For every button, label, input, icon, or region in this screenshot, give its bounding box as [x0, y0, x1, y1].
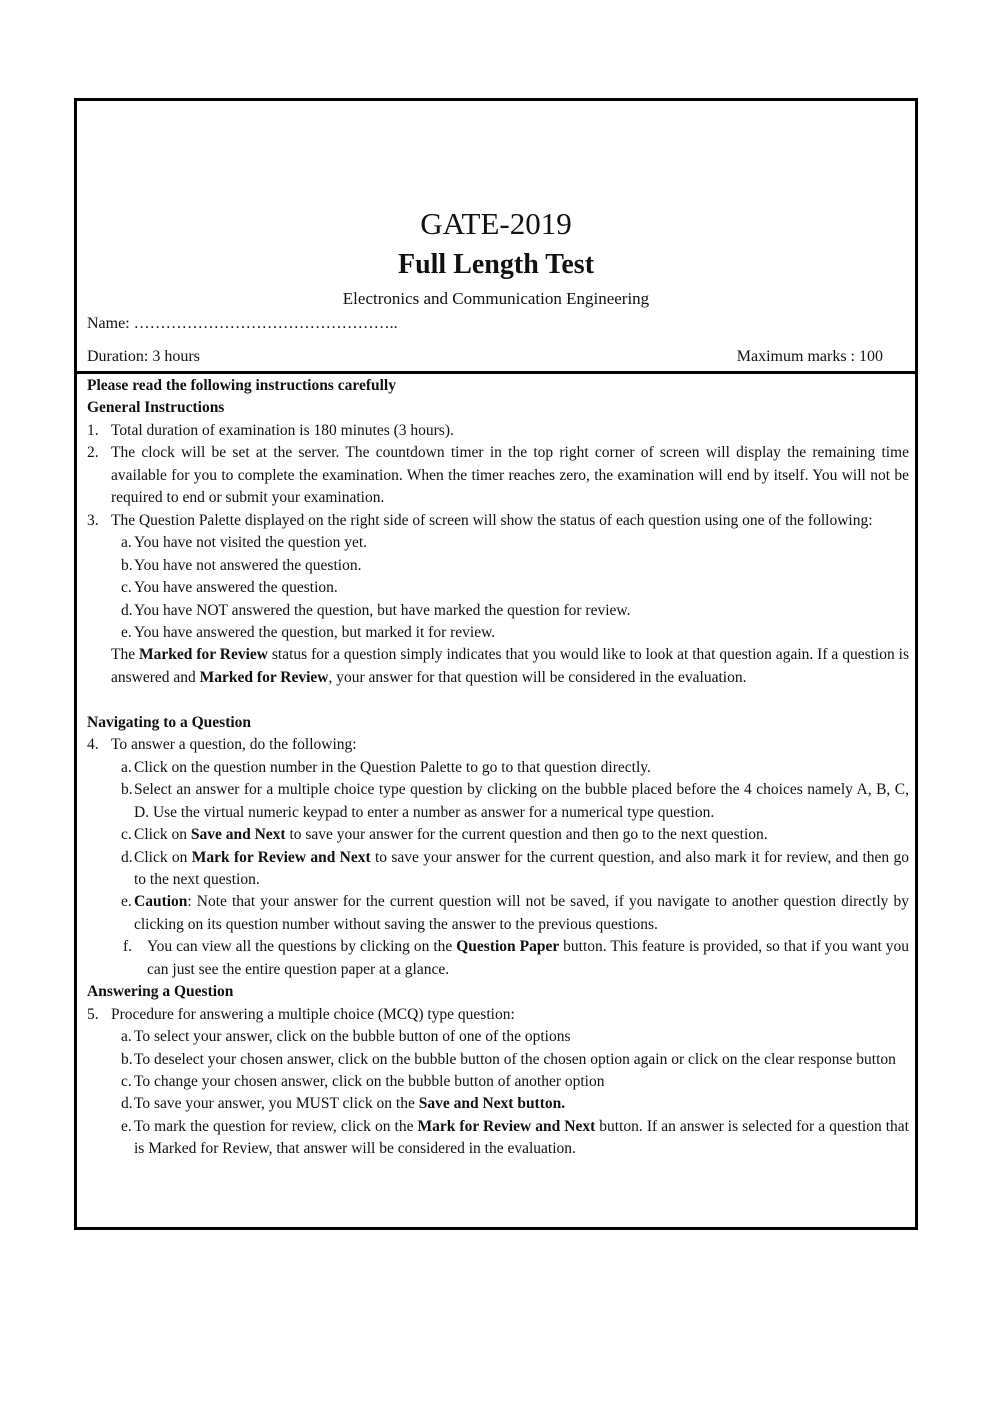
exam-title: GATE-2019: [420, 206, 572, 241]
bold-text: Marked for Review: [199, 668, 329, 686]
sub-item: [87, 1093, 909, 1115]
sub-item-letter: d.: [121, 848, 133, 866]
text-segment: to save your answer for the current question and then go to the next question.: [285, 826, 768, 844]
sub-item-letter: c.: [121, 579, 132, 597]
text-segment: The Question Palette displayed on the right side of screen will show the status of each question using one of the following:: [111, 511, 873, 529]
item-number: 3.: [87, 511, 99, 529]
item-number: 1.: [87, 421, 99, 439]
text-segment: To save your answer, you MUST click on the: [134, 1095, 419, 1113]
text-segment: Select an answer for a multiple choice type question by clicking on the bubble placed before the 4 choices namely A, B, C, D. Use the virtual numeric keypad to enter a number as answer for a numerical type question.: [134, 781, 909, 821]
text-segment: You have not answered the question.: [134, 556, 362, 574]
text-segment: button. This feature is provided, so that if you want you can just see the entire question paper at a glance.: [147, 938, 909, 978]
text-segment: , your answer for that question will be considered in the evaluation.: [328, 668, 747, 686]
sub-item-letter: e.: [121, 893, 132, 911]
bold-text: Marked for Review: [139, 646, 268, 664]
bold-text: Save and Next button.: [418, 1095, 566, 1113]
sub-item: [87, 1026, 909, 1048]
sub-item: [87, 555, 909, 577]
sub-item: [87, 532, 909, 554]
spacer: [87, 689, 909, 711]
section-heading: Navigating to a Question: [87, 713, 252, 731]
sub-item: [87, 600, 909, 622]
bold-text: Mark for Review and Next: [191, 848, 371, 866]
bold-text: Question Paper: [456, 938, 560, 956]
sub-item-letter: f.: [123, 938, 133, 956]
sub-item-letter: d.: [121, 1095, 133, 1113]
sub-item-letter: a.: [121, 534, 132, 552]
duration-label: Duration: 3 hours: [87, 348, 200, 365]
item-number: 2.: [87, 444, 99, 462]
instruction-item: [87, 510, 909, 532]
sub-item: [87, 577, 909, 599]
text-segment: The clock will be set at the server. The countdown timer in the top right corner of screen will display the remaining time available for you to complete the examination. When the timer reaches zero, the examination will end by itself. You will not be required to end or submit your examination.: [111, 444, 909, 507]
sub-item: [87, 757, 909, 779]
text-segment: You have answered the question.: [134, 579, 338, 597]
instruction-item: [87, 1004, 909, 1026]
sub-item-letter: a.: [121, 1028, 132, 1046]
document-frame: [74, 98, 918, 1230]
text-segment: You have answered the question, but marked it for review.: [134, 623, 496, 641]
bold-text: Caution: [134, 893, 188, 911]
text-segment: : Note that your answer for the current question will not be saved, if you navigate to another question directly by clicking on its question number without saving the answer to the previous questions.: [134, 893, 909, 933]
sub-item: [87, 779, 909, 824]
sub-item-letter: b.: [121, 556, 133, 574]
text-segment: button. If an answer is selected for a question that is Marked for Review, that answer will be considered in the evaluation.: [134, 1117, 909, 1158]
name-field: Name: …………………………………………..: [87, 315, 398, 332]
item-note: [87, 644, 909, 689]
sub-item: [87, 622, 909, 644]
sub-item: [87, 891, 909, 936]
sub-item: [87, 1071, 909, 1093]
subject-name: Electronics and Communication Engineering: [342, 289, 650, 308]
text-segment: status for a question simply indicates that you would like to look at that question again. If a question is answered and: [111, 646, 909, 686]
instruction-item: [87, 734, 909, 756]
sub-item: [87, 847, 909, 892]
text-segment: to save your answer for the current question, and also mark it for review, and then go to the next question.: [134, 848, 909, 888]
text-segment: You have NOT answered the question, but have marked the question for review.: [134, 601, 631, 619]
sub-item: [87, 1116, 909, 1161]
sub-item-letter: c.: [121, 1073, 132, 1091]
instructions-body: [87, 375, 909, 1161]
section-heading: Answering a Question: [87, 983, 234, 1001]
document-header: [77, 101, 915, 374]
text-segment: To mark the question for review, click on the: [134, 1117, 418, 1135]
sub-item-letter: e.: [121, 623, 132, 641]
sub-item-letter: b.: [121, 1050, 133, 1068]
sub-item-letter: e.: [121, 1117, 132, 1135]
text-segment: Click on: [134, 826, 191, 844]
text-segment: To answer a question, do the following:: [111, 736, 357, 754]
text-segment: You can view all the questions by clicking on the: [147, 938, 457, 956]
test-subtitle: Full Length Test: [397, 249, 595, 280]
section-heading: General Instructions: [87, 399, 225, 417]
sub-item-letter: b.: [121, 781, 133, 799]
text-segment: The: [111, 646, 140, 664]
instruction-item: [87, 420, 909, 442]
item-number: 5.: [87, 1005, 99, 1023]
instructions-intro: Please read the following instructions carefully: [87, 377, 396, 394]
max-marks-label: Maximum marks : 100: [736, 348, 883, 365]
sub-item: [87, 936, 909, 981]
text-segment: Click on the question number in the Question Palette to go to that question directly.: [134, 758, 651, 776]
sub-item: [87, 824, 909, 846]
text-segment: Total duration of examination is 180 minutes (3 hours).: [111, 421, 454, 439]
text-segment: To change your chosen answer, click on the bubble button of another option: [134, 1073, 605, 1091]
text-segment: To select your answer, click on the bubble button of one of the options: [134, 1028, 571, 1046]
sub-item-letter: d.: [121, 601, 133, 619]
sub-item-letter: a.: [121, 758, 132, 776]
bold-text: Mark for Review and Next: [417, 1117, 596, 1135]
text-segment: Procedure for answering a multiple choice (MCQ) type question:: [111, 1005, 515, 1023]
sub-item-letter: c.: [121, 826, 132, 844]
text-segment: To deselect your chosen answer, click on the bubble button of the chosen option again or click on the clear response button: [134, 1050, 896, 1068]
text-segment: You have not visited the question yet.: [134, 534, 368, 552]
instruction-item: [87, 442, 909, 509]
sub-item: [87, 1049, 909, 1071]
text-segment: Click on: [134, 848, 192, 866]
bold-text: Save and Next: [190, 826, 286, 844]
item-number: 4.: [87, 736, 99, 754]
